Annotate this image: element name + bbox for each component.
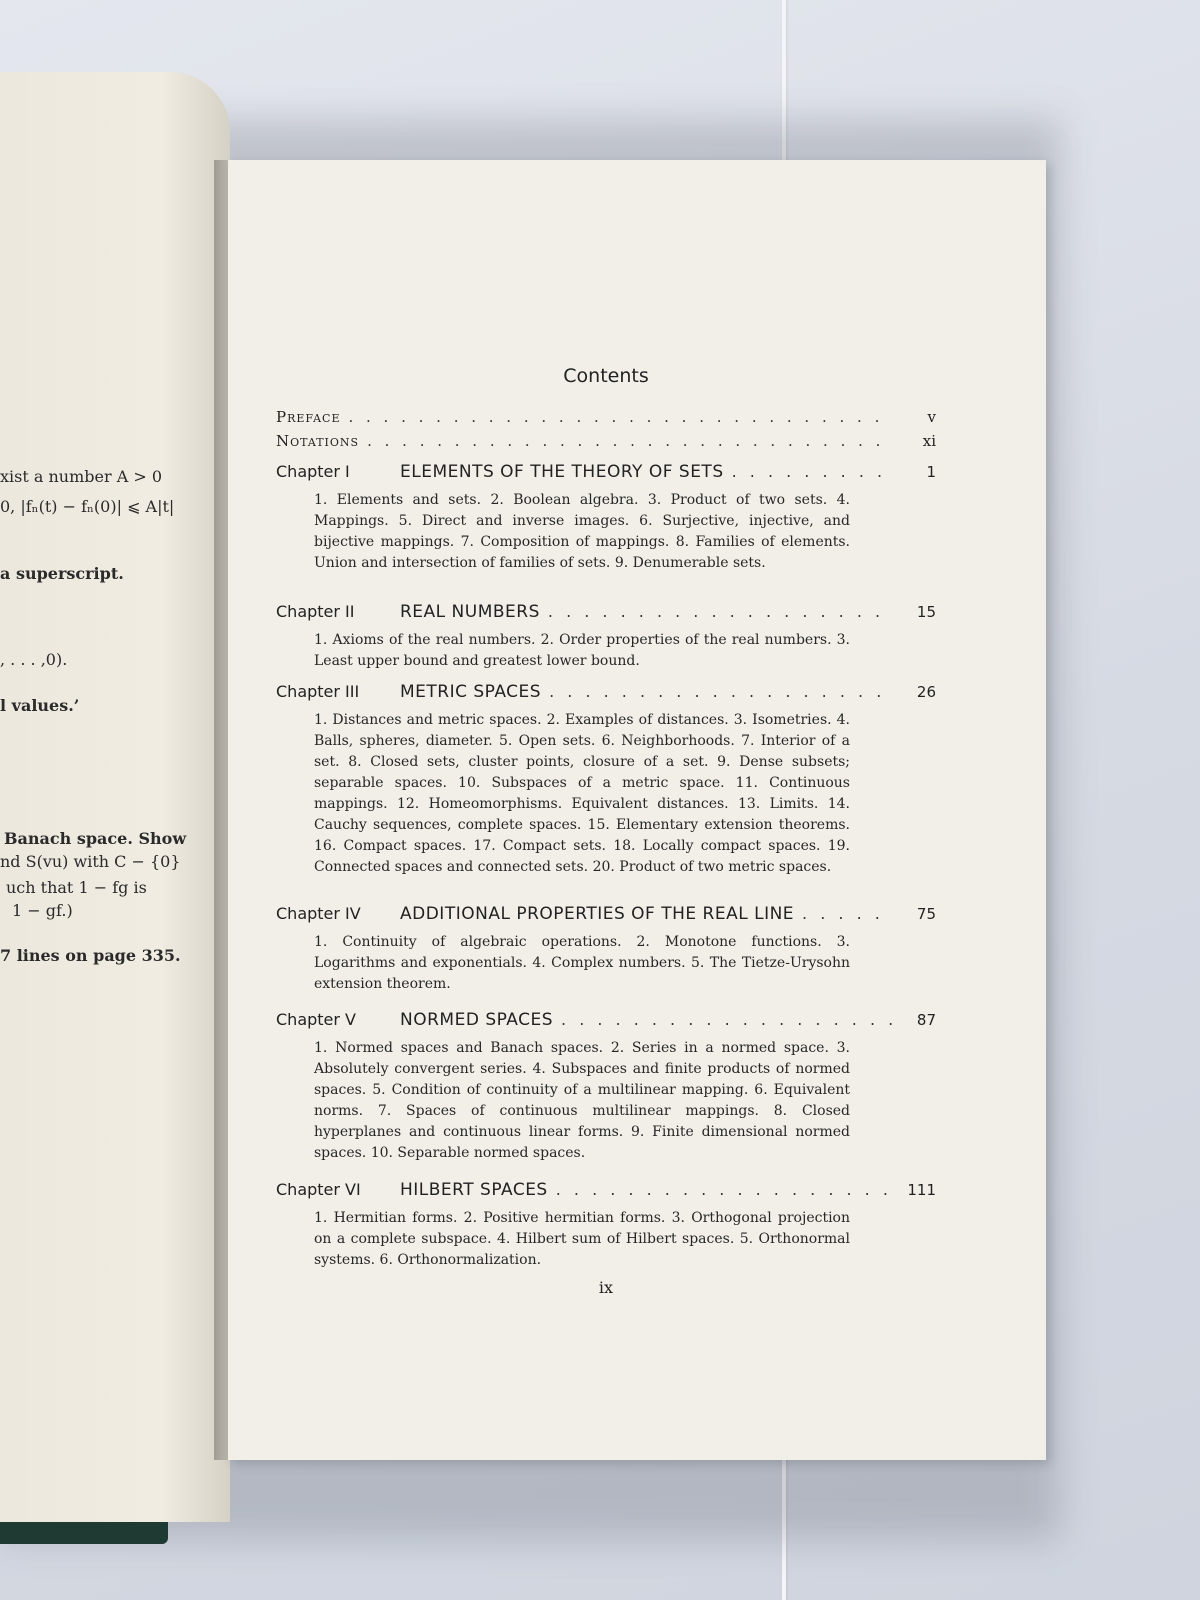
toc-page-number: 75 — [916, 905, 936, 923]
left-line: 7 lines on page 335. — [0, 946, 181, 965]
toc-entry-label: Preface — [276, 408, 341, 426]
left-line: l values.’ — [0, 696, 80, 715]
toc-chapter-1[interactable] — [276, 462, 936, 574]
left-line: xist a number A > 0 — [0, 467, 163, 486]
leader-dots — [561, 1010, 892, 1029]
left-line: 1 − gf.) — [12, 901, 73, 920]
leader-dots — [549, 682, 892, 701]
leader-dots — [367, 432, 892, 450]
leader-dots — [802, 904, 892, 923]
left-line: nd S(vu) with C − {0} — [0, 852, 181, 871]
chapter-title: METRIC SPACES — [400, 682, 542, 702]
right-page — [228, 160, 1046, 1460]
toc-page-number: 87 — [916, 1011, 936, 1029]
leader-dots — [548, 602, 892, 621]
chapter-sections: 1. Hermitian forms. 2. Positive hermitian forms. 3. Orthogonal projection on a complete subspace. 4. Hilbert sum of Hilbert spaces. 5. Orthonormal systems. 6. Orthonormalization. — [314, 1210, 850, 1268]
toc-chapter-5[interactable] — [276, 1010, 936, 1164]
leader-dots — [732, 462, 892, 481]
left-line: Banach space. Show — [4, 829, 187, 848]
chapter-title: NORMED SPACES — [400, 1010, 554, 1030]
page-title: Contents — [563, 365, 649, 387]
left-line: a superscript. — [0, 564, 124, 583]
chapter-sections: 1. Elements and sets. 2. Boolean algebra. 3. Product of two sets. 4. Mappings. 5. Direct and inverse images. 6. Surjective, injective, and bijective mappings. 7. Composition of mappings. 8. Families of elements. Union and intersection of families of sets. 9. Denumerable sets. — [314, 492, 850, 571]
chapter-number: Chapter III — [276, 682, 360, 701]
left-line: 0, |fₙ(t) − fₙ(0)| ⩽ A|t| — [0, 497, 175, 516]
toc-chapter-4[interactable] — [276, 904, 936, 995]
chapter-title: HILBERT SPACES — [400, 1180, 548, 1200]
chapter-number: Chapter IV — [276, 904, 361, 923]
left-line: , . . . ,0). — [0, 650, 68, 669]
chapter-sections: 1. Distances and metric spaces. 2. Examples of distances. 3. Isometries. 4. Balls, spheres, diameter. 5. Open sets. 6. Neighborhoods. 7. Interior of a set. 8. Closed sets, cluster points, closure of a set. 9. Dense subsets; separable spaces. 10. Subspaces of a metric space. 11. Continuous mappings. 12. Homeomorphisms. Equivalent distances. 13. Limits. 14. Cauchy sequences, complete spaces. 15. Elementary extension theorems. 16. Compact spaces. 17. Compact sets. 18. Locally compact spaces. 19. Connected spaces and connected sets. 20. Product of two metric spaces. — [314, 712, 850, 875]
toc-entry-preface[interactable] — [276, 408, 936, 430]
toc-page-number: v — [927, 408, 936, 426]
chapter-number: Chapter II — [276, 602, 355, 621]
toc-page-number: 15 — [916, 603, 936, 621]
toc-page-number: 1 — [926, 463, 936, 481]
leader-dots — [348, 408, 892, 426]
chapter-title: ELEMENTS OF THE THEORY OF SETS — [400, 462, 724, 482]
toc-entry-label: Notations — [276, 432, 360, 450]
toc-entry-notations[interactable] — [276, 432, 936, 454]
left-page — [0, 72, 230, 1522]
chapter-title: REAL NUMBERS — [400, 602, 540, 622]
toc-page-number: xi — [922, 432, 936, 450]
toc-chapter-6[interactable] — [276, 1180, 936, 1271]
leader-dots — [556, 1180, 892, 1199]
left-line: uch that 1 − fg is — [6, 878, 147, 897]
chapter-title: ADDITIONAL PROPERTIES OF THE REAL LINE — [400, 904, 795, 924]
chapter-sections: 1. Axioms of the real numbers. 2. Order properties of the real numbers. 3. Least upper bound and greatest lower bound. — [314, 632, 850, 669]
toc-page-number: 111 — [907, 1181, 936, 1199]
chapter-sections: 1. Normed spaces and Banach spaces. 2. Series in a normed space. 3. Absolutely convergent series. 4. Subspaces and finite products of normed spaces. 5. Condition of continuity of a multilinear mapping. 6. Equivalent norms. 7. Spaces of continuous multilinear mappings. 8. Closed hyperplanes and continuous linear forms. 9. Finite dimensional normed spaces. 10. Separable normed spaces. — [314, 1040, 850, 1161]
toc-chapter-3[interactable] — [276, 682, 936, 878]
toc-page-number: 26 — [916, 683, 936, 701]
chapter-number: Chapter VI — [276, 1180, 361, 1199]
page-number: ix — [598, 1278, 614, 1297]
chapter-number: Chapter I — [276, 462, 350, 481]
chapter-sections: 1. Continuity of algebraic operations. 2. Monotone functions. 3. Logarithms and exponentials. 4. Complex numbers. 5. The Tietze-Urysohn extension theorem. — [314, 934, 850, 992]
chapter-number: Chapter V — [276, 1010, 356, 1029]
toc-chapter-2[interactable] — [276, 602, 936, 672]
